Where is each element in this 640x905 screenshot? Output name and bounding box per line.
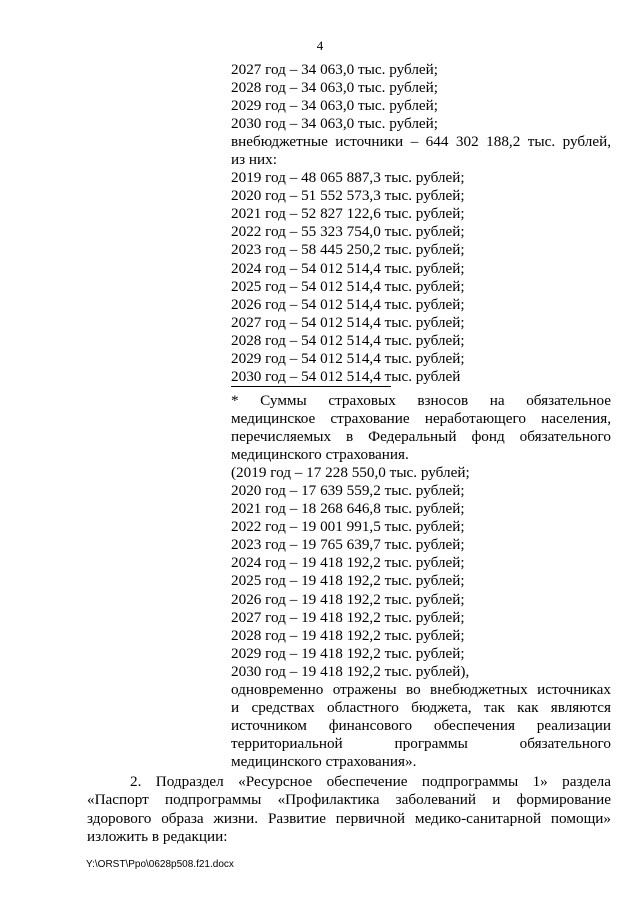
paragraph-line: 2. Подраздел «Ресурсное обеспечение подпрограммы 1» раздела xyxy=(130,773,611,790)
footnote-text-line: * Суммы страховых взносов на обязательное xyxy=(231,392,611,409)
funding-line: 2028 год – 34 063,0 тыс. рублей; xyxy=(231,79,439,97)
footnote-year-line: (2019 год – 17 228 550,0 тыс. рублей; xyxy=(231,464,470,482)
extrabudget-line: 2027 год – 54 012 514,4 тыс. рублей; xyxy=(231,313,465,331)
funding-line: 2029 год – 34 063,0 тыс. рублей; xyxy=(231,97,439,115)
page-number: 4 xyxy=(316,38,324,53)
footnote-closing-line: медицинского страхования». xyxy=(231,752,417,770)
extrabudget-line: 2029 год – 54 012 514,4 тыс. рублей; xyxy=(231,349,465,367)
extrabudget-line: 2025 год – 54 012 514,4 тыс. рублей; xyxy=(231,277,465,295)
paragraph-2 xyxy=(87,773,611,846)
footnote-year-line: 2027 год – 19 418 192,2 тыс. рублей; xyxy=(231,608,465,626)
funding-line: 2030 год – 34 063,0 тыс. рублей; xyxy=(231,115,439,133)
footnote-text-line: медицинское страхование неработающего населения, xyxy=(231,410,611,428)
footnote-text-line: медицинского страхования. xyxy=(231,446,409,464)
footnote-year-line: 2021 год – 18 268 646,8 тыс. рублей; xyxy=(231,500,465,518)
paragraph-line: здорового образа жизни. Развитие первичной медико-санитарной помощи» xyxy=(87,809,611,827)
footnote-year-line: 2025 год – 19 418 192,2 тыс. рублей; xyxy=(231,572,465,590)
footnote-year-line: 2022 год – 19 001 991,5 тыс. рублей; xyxy=(231,518,465,536)
extrabudget-line: 2020 год – 51 552 573,3 тыс. рублей; xyxy=(231,187,465,205)
extrabudget-title-cont: из них: xyxy=(231,151,277,169)
footnote-block xyxy=(231,392,611,771)
footnote-year-line: 2028 год – 19 418 192,2 тыс. рублей; xyxy=(231,626,465,644)
extrabudget-title: внебюджетные источники – 644 302 188,2 тыс. рублей, xyxy=(231,133,611,151)
extrabudget-line: 2019 год – 48 065 887,3 тыс. рублей; xyxy=(231,169,465,187)
footnote-separator xyxy=(231,386,391,387)
extrabudget-line: 2021 год – 52 827 122,6 тыс. рублей; xyxy=(231,205,465,223)
extrabudget-line: 2023 год – 58 445 250,2 тыс. рублей; xyxy=(231,241,465,259)
footnote-year-line: 2026 год – 19 418 192,2 тыс. рублей; xyxy=(231,590,465,608)
extrabudget-line: 2030 год – 54 012 514,4 тыс. рублей xyxy=(231,367,461,385)
footnote-closing-line: источником финансового обеспечения реализации xyxy=(231,716,611,734)
footer-file-path: Y:\ORST\Ppo\0628p508.f21.docx xyxy=(86,859,234,870)
paragraph-line: изложить в редакции: xyxy=(87,827,228,845)
extrabudget-line: 2026 год – 54 012 514,4 тыс. рублей; xyxy=(231,295,465,313)
footnote-year-line: 2020 год – 17 639 559,2 тыс. рублей; xyxy=(231,482,465,500)
footnote-year-line: 2023 год – 19 765 639,7 тыс. рублей; xyxy=(231,536,465,554)
extrabudget-line: 2022 год – 55 323 754,0 тыс. рублей; xyxy=(231,223,465,241)
funding-line: 2027 год – 34 063,0 тыс. рублей; xyxy=(231,61,439,78)
footnote-text-line: перечисляемых в Федеральный фонд обязательного xyxy=(231,428,611,446)
footnote-year-line: 2029 год – 19 418 192,2 тыс. рублей; xyxy=(231,644,465,662)
extrabudget-line: 2024 год – 54 012 514,4 тыс. рублей; xyxy=(231,259,465,277)
paragraph-line: «Паспорт подпрограммы «Профилактика заболеваний и формирование xyxy=(87,791,611,809)
footnote-closing-line: и средствах областного бюджета, так как являются xyxy=(231,698,611,716)
footnote-closing-line: одновременно отражены во внебюджетных источниках xyxy=(231,680,611,698)
funding-block xyxy=(231,61,611,386)
footnote-closing-line: территориальной программы обязательного xyxy=(231,734,611,752)
extrabudget-line: 2028 год – 54 012 514,4 тыс. рублей; xyxy=(231,331,465,349)
footnote-year-line: 2024 год – 19 418 192,2 тыс. рублей; xyxy=(231,554,465,572)
footnote-year-line: 2030 год – 19 418 192,2 тыс. рублей), xyxy=(231,662,470,680)
